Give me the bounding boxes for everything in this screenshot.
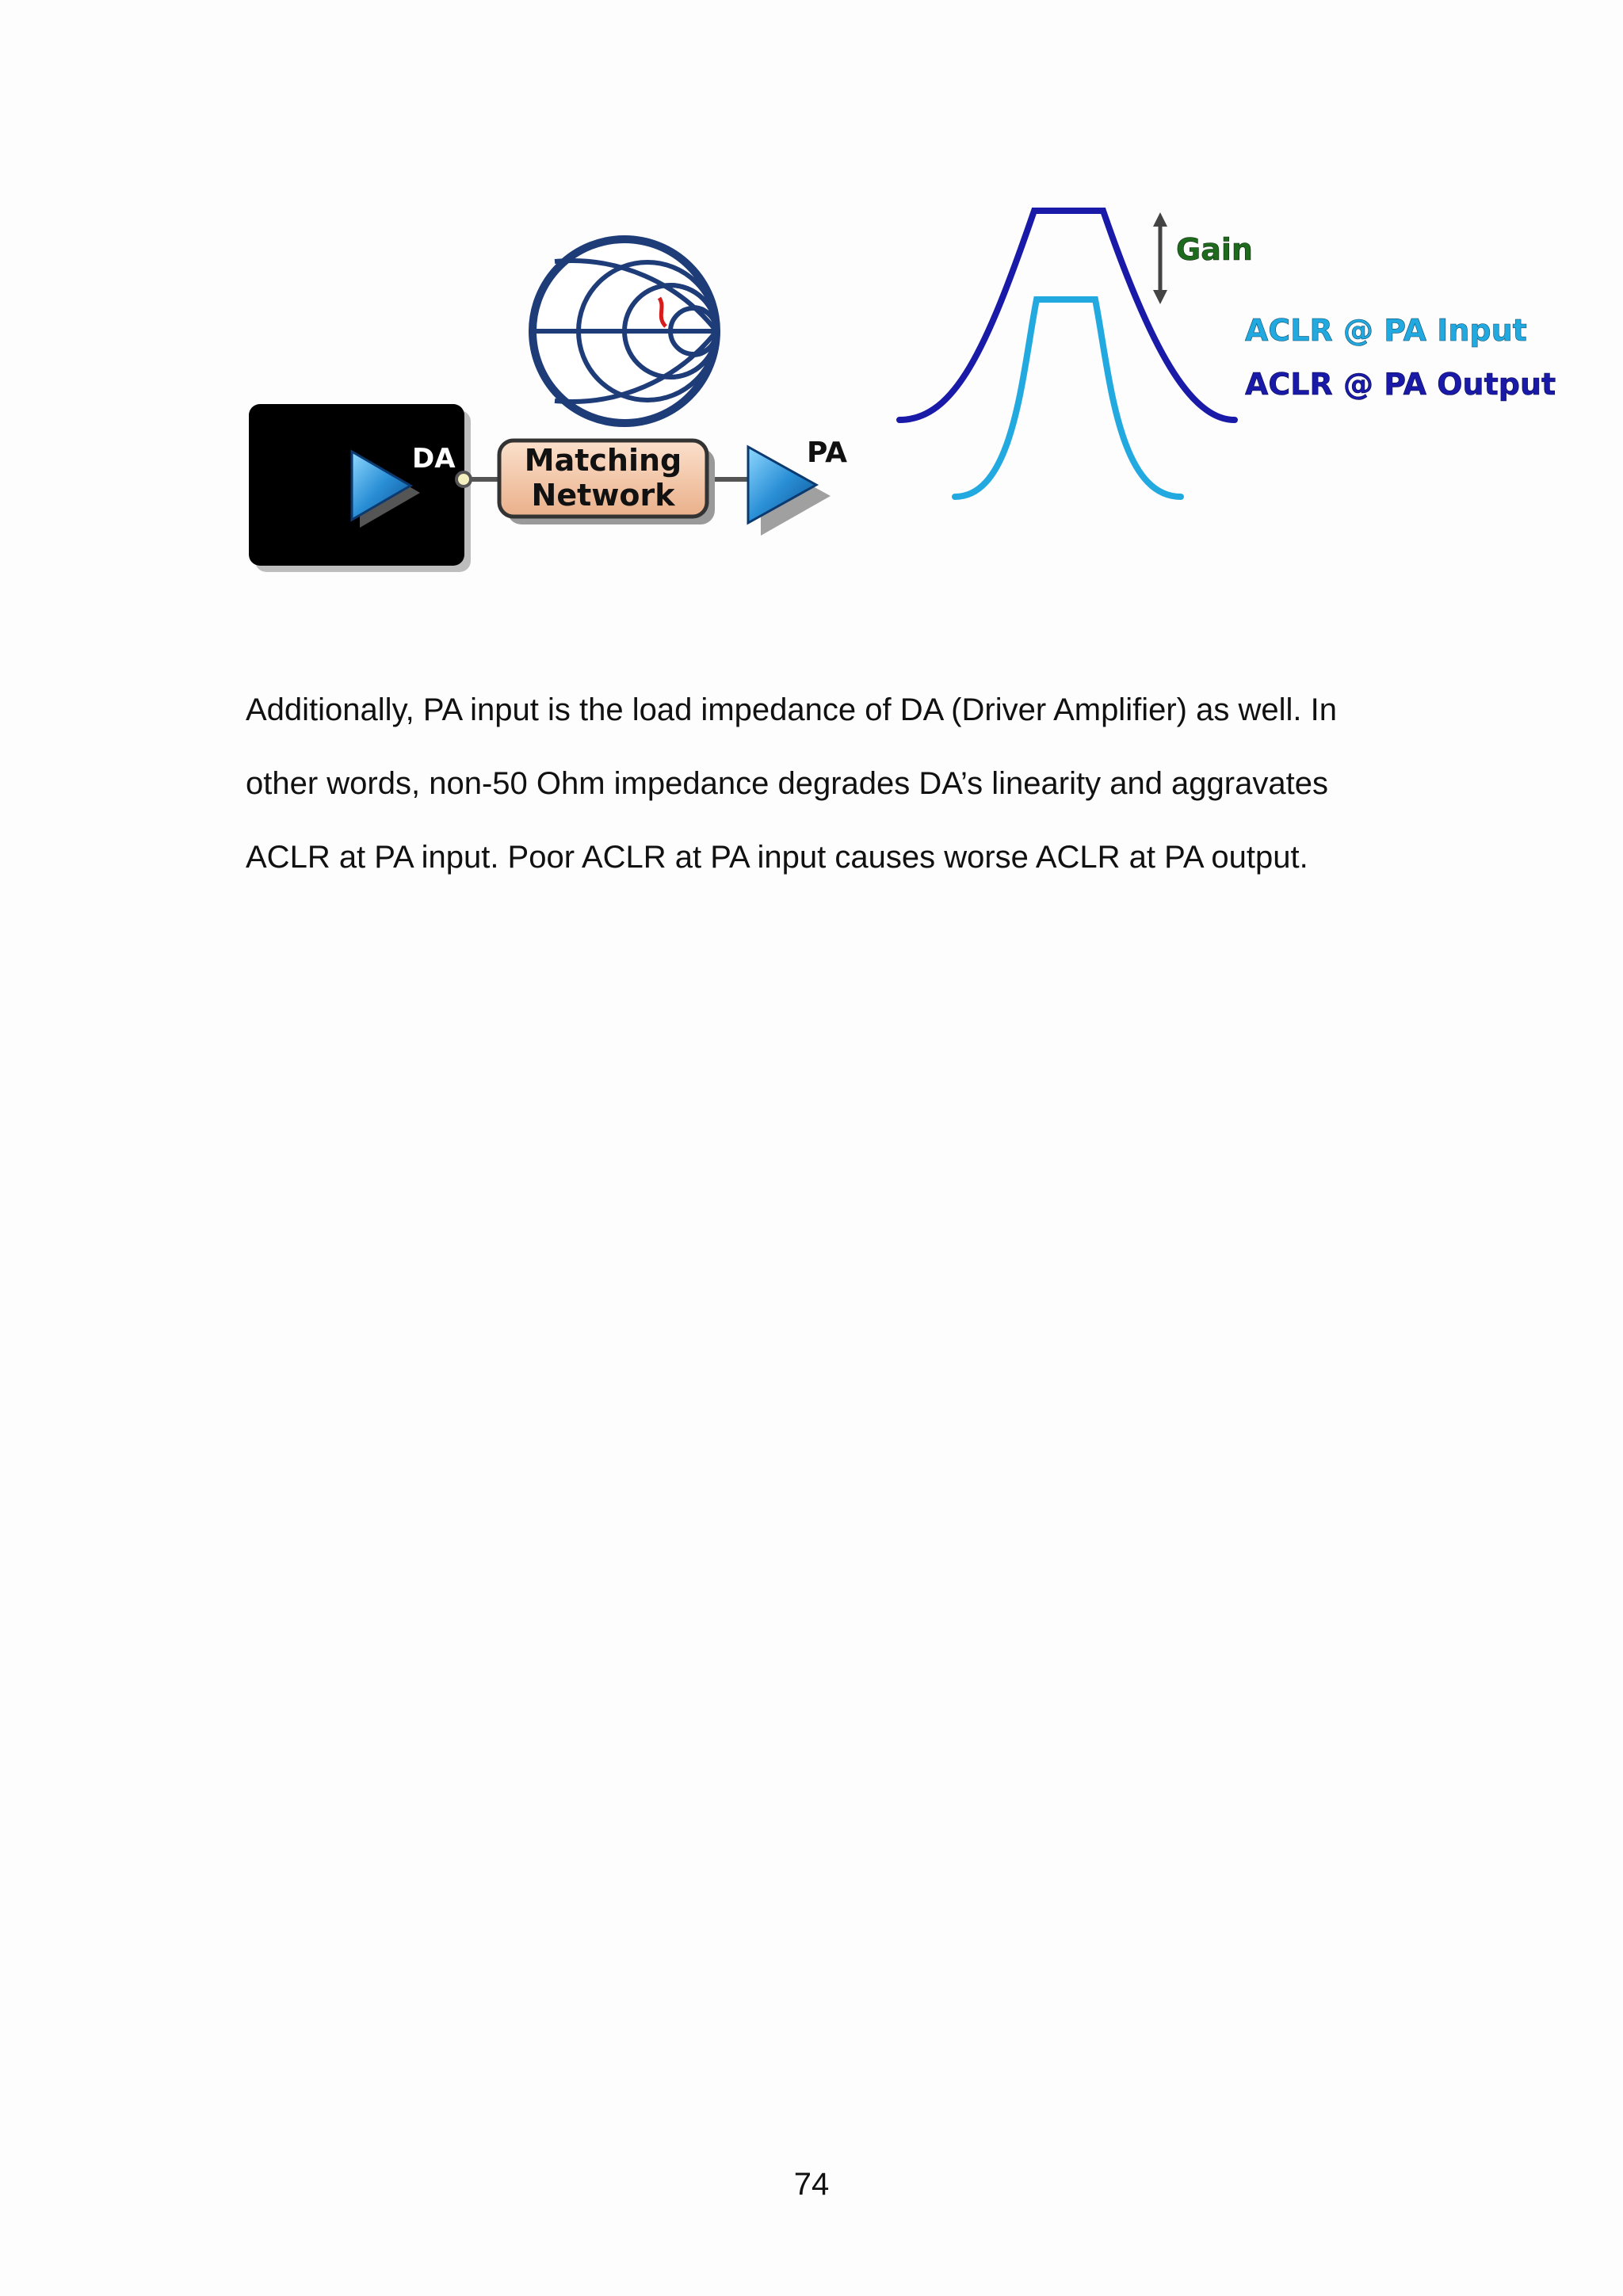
figure-da-pa-aclr	[0, 0, 1623, 634]
paragraph-line-3: ACLR at PA input. Poor ACLR at PA input causes worse ACLR at PA output.	[246, 840, 1308, 875]
matching-label-line1: Matching	[524, 443, 682, 478]
paragraph-line-2: other words, non-50 Ohm impedance degrades DA’s linearity and aggravates	[246, 766, 1328, 801]
smith-chart-icon	[533, 239, 716, 423]
da-label: DA	[412, 443, 456, 475]
gain-arrow	[1153, 212, 1167, 304]
da-output-node	[456, 472, 471, 486]
matching-network-box	[499, 441, 715, 524]
gain-label: Gain	[1176, 232, 1253, 267]
paragraph-line-1: Additionally, PA input is the load impedance of DA (Driver Amplifier) as well. In	[246, 692, 1337, 727]
power-amplifier	[748, 437, 847, 536]
driver-amplifier-block	[249, 404, 471, 572]
pa-label: PA	[807, 437, 847, 469]
aclr-output-label: ACLR @ PA Output	[1245, 367, 1556, 402]
body-paragraph	[246, 673, 1419, 894]
matching-label-line2: Network	[531, 478, 675, 513]
page-number: 74	[793, 2167, 830, 2202]
aclr-input-label: ACLR @ PA Input	[1245, 313, 1527, 348]
